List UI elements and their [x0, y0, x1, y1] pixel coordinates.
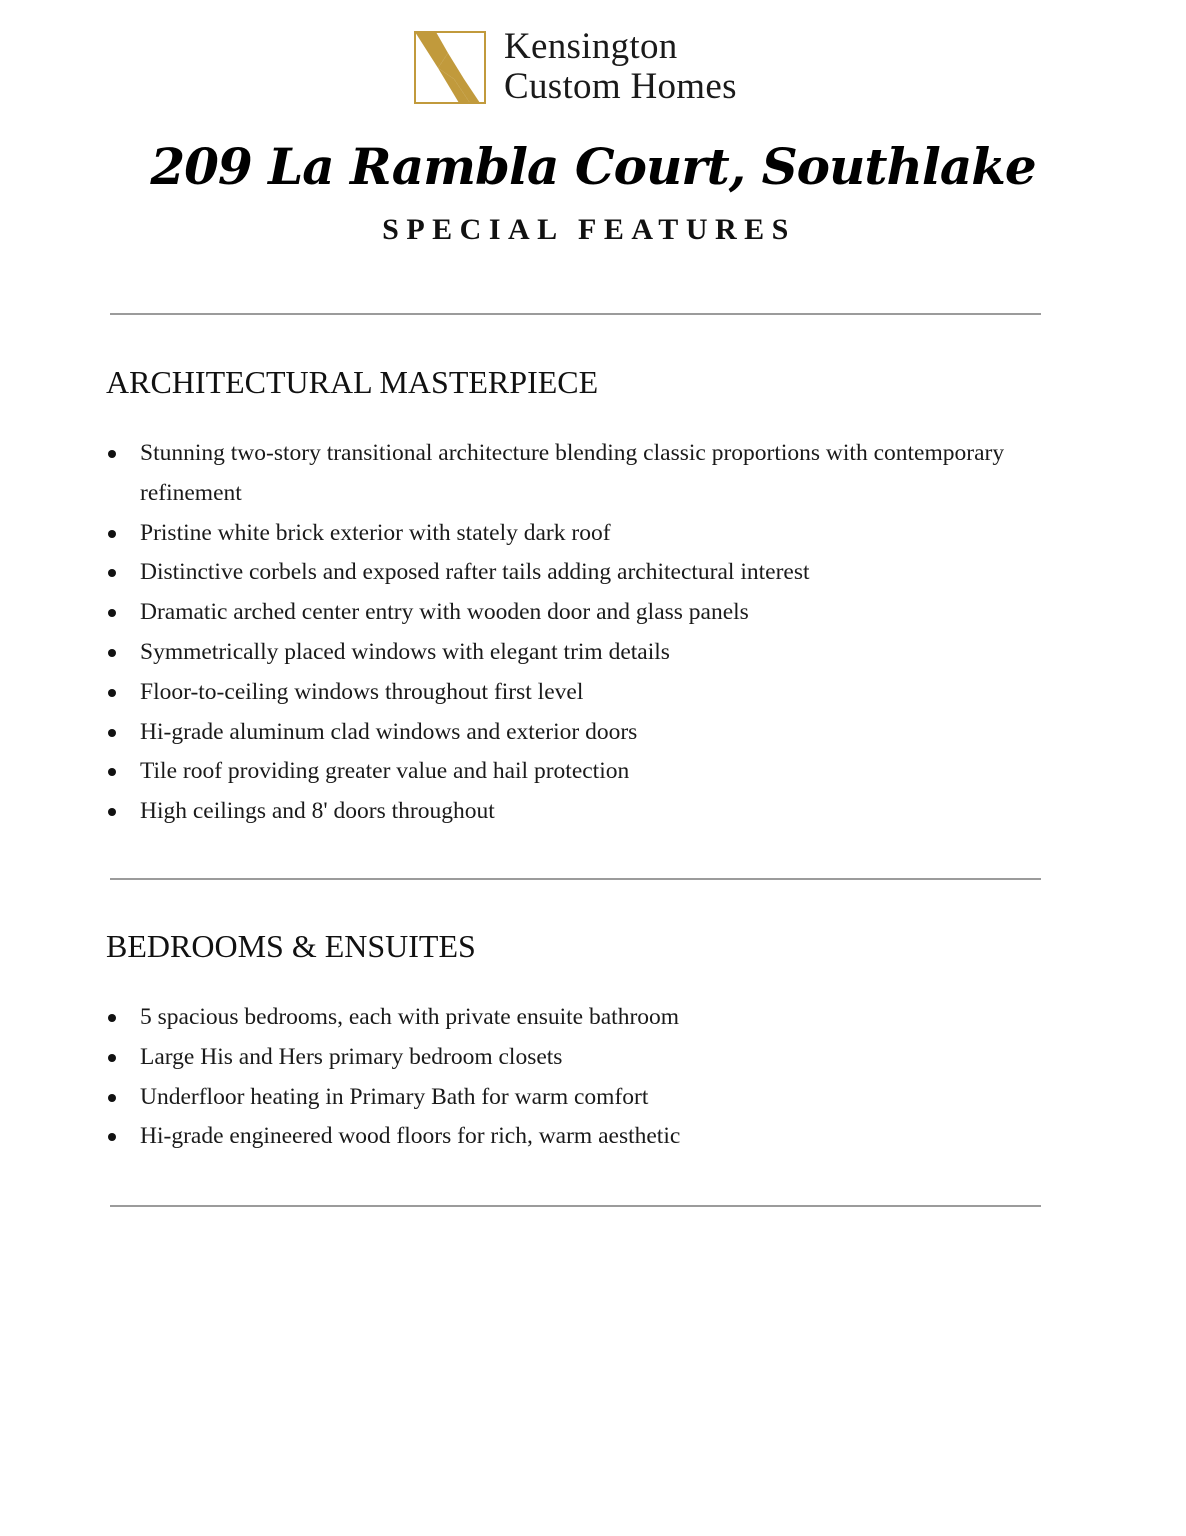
bullet-icon [108, 768, 116, 776]
list-item [106, 514, 1006, 554]
list-item [106, 713, 1006, 753]
bullet-icon [108, 689, 116, 697]
divider [110, 878, 1041, 880]
section-heading-bedrooms: BEDROOMS & ENSUITES [106, 928, 476, 964]
bullet-icon [108, 569, 116, 577]
bullet-icon [108, 649, 116, 657]
section-heading-architectural: ARCHITECTURAL MASTERPIECE [106, 364, 599, 400]
list-item [106, 792, 1006, 832]
list-item [106, 593, 1006, 633]
list-item-text: Stunning two-story transitional architecture blending classic proportions with contemporary refinement [140, 440, 1005, 506]
page-subtitle: SPECIAL FEATURES [382, 213, 796, 246]
list-item [106, 1038, 1006, 1078]
property-address-title: 209 La Rambla Court, Southlake [150, 137, 1036, 196]
list-item [106, 434, 1006, 514]
list-item [106, 998, 1006, 1038]
brand-name-line2: Custom Homes [504, 66, 737, 107]
list-item-text: 5 spacious bedrooms, each with private ensuite bathroom [140, 1004, 680, 1030]
brand-logo [414, 26, 737, 107]
kensington-k-logo-icon [414, 31, 486, 104]
list-item-text: Dramatic arched center entry with wooden door and glass panels [140, 599, 749, 626]
list-item-text: Floor-to-ceiling windows throughout first level [140, 678, 584, 705]
bullet-icon [108, 530, 116, 538]
bullet-icon [108, 729, 116, 737]
feature-list-bedrooms [106, 998, 1006, 1157]
feature-list-architectural [106, 434, 1006, 832]
brand-name-line1: Kensington [504, 26, 678, 67]
list-item [106, 1078, 1006, 1118]
bullet-icon [108, 450, 116, 458]
list-item-text: Pristine white brick exterior with stately dark roof [140, 519, 611, 546]
list-item [106, 673, 1006, 713]
list-item [106, 553, 1006, 593]
list-item-text: Hi-grade aluminum clad windows and exterior doors [140, 718, 638, 745]
list-item [106, 633, 1006, 673]
bullet-icon [108, 1054, 116, 1062]
bullet-icon [108, 1133, 116, 1141]
list-item-text: Large His and Hers primary bedroom closets [140, 1043, 563, 1070]
divider [110, 1205, 1041, 1207]
brand-name [504, 27, 737, 107]
list-item-text: High ceilings and 8' doors throughout [140, 798, 495, 825]
list-item-text: Hi-grade engineered wood floors for rich, warm aesthetic [140, 1123, 681, 1150]
bullet-icon [108, 1094, 116, 1102]
divider [110, 313, 1041, 315]
list-item [106, 752, 1006, 792]
list-item-text: Symmetrically placed windows with elegant trim details [140, 638, 670, 665]
list-item [106, 1117, 1006, 1157]
bullet-icon [108, 808, 116, 816]
bullet-icon [108, 1014, 116, 1022]
list-item-text: Underfloor heating in Primary Bath for warm comfort [140, 1083, 649, 1110]
bullet-icon [108, 609, 116, 617]
list-item-text: Tile roof providing greater value and hail protection [140, 758, 630, 785]
list-item-text: Distinctive corbels and exposed rafter tails adding architectural interest [140, 559, 810, 586]
